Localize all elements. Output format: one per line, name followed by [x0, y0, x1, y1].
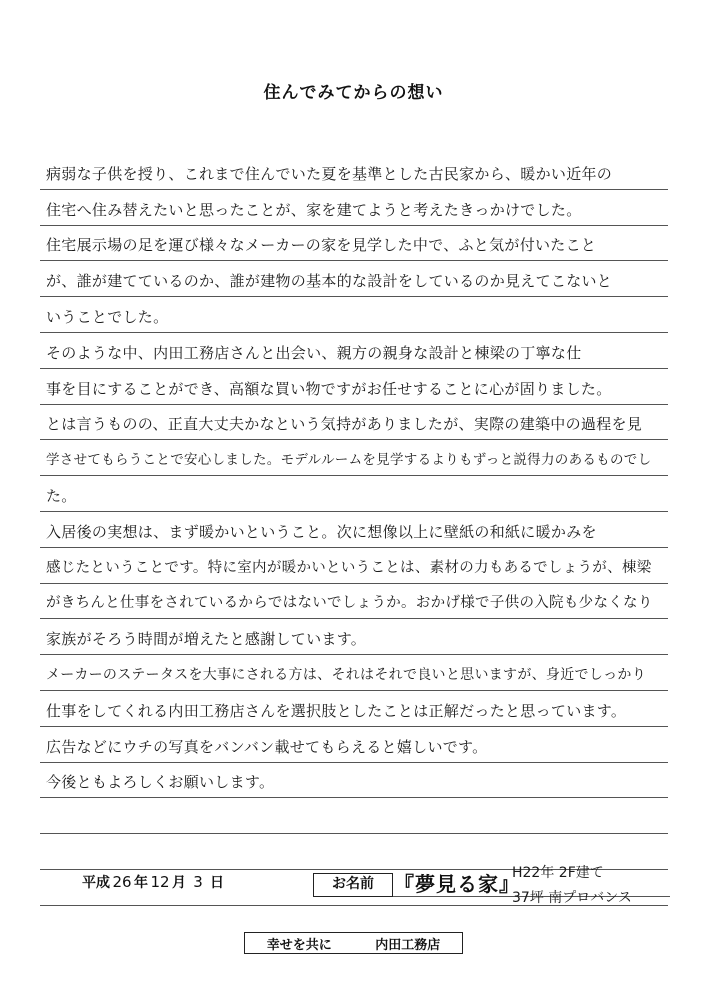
name-value: 『夢見る家』	[394, 872, 520, 896]
date-year: 26	[112, 873, 132, 891]
footer-slogan: 幸せを共に	[266, 937, 332, 953]
handwritten-text: 入居後の実想は、まず暖かいということ。次に想像以上に壁紙の和紙に暖かみを	[46, 522, 597, 541]
name-note-size: 37坪 南プロバンス	[512, 890, 632, 906]
writing-line	[40, 333, 668, 369]
writing-line	[40, 691, 668, 727]
handwritten-text: いうことでした。	[46, 307, 169, 326]
writing-line	[40, 190, 668, 226]
date-era: 平成	[82, 875, 110, 891]
date-year-unit: 年	[134, 875, 148, 891]
writing-line	[40, 655, 668, 691]
writing-line	[40, 261, 668, 297]
handwritten-text: 病弱な子供を授り、これまで住んでいた夏を基準とした古民家から、暖かい近年の	[46, 164, 613, 183]
handwritten-text: 家族がそろう時間が増えたと感謝しています。	[46, 630, 367, 649]
writing-line	[40, 154, 668, 190]
writing-line	[40, 405, 668, 441]
writing-line	[40, 798, 668, 834]
handwritten-text: 仕事をしてくれる内田工務店さんを選択肢としたことは正解だったと思っています。	[46, 701, 627, 720]
writing-line	[40, 297, 668, 333]
writing-line	[40, 619, 668, 655]
writing-line	[40, 226, 668, 262]
writing-line	[40, 584, 668, 620]
handwritten-text: 住宅へ住み替えたいと思ったことが、家を建てようと考えたきっかけでした。	[46, 200, 582, 219]
footer-banner	[244, 932, 463, 954]
handwritten-text: た。	[46, 486, 77, 505]
name-label: お名前	[313, 873, 393, 897]
document-title: 住んでみてからの想い	[263, 83, 444, 103]
date-month-unit: 月	[172, 875, 186, 891]
handwritten-text: 事を目にすることができ、高額な買い物ですがお任せすることに心が固りました。	[46, 379, 612, 398]
writing-line	[40, 763, 668, 799]
lined-writing-area	[40, 154, 668, 906]
writing-line	[40, 369, 668, 405]
handwritten-text: がきちんと仕事をされているからではないでしょうか。おかげ様で子供の入院も少なくなり	[46, 595, 653, 612]
date-month: 12	[150, 873, 170, 891]
handwritten-text: 住宅展示場の足を運び様々なメーカーの家を見学した中で、ふと気が付いたこと	[46, 236, 597, 255]
footer-company: 内田工務店	[375, 937, 441, 953]
handwritten-text: 今後ともよろしくお願いします。	[46, 773, 275, 792]
writing-line	[40, 548, 668, 584]
handwritten-text: そのような中、内田工務店さんと出会い、親方の親身な設計と棟梁の丁寧な仕	[46, 343, 582, 362]
date-day: 3	[193, 873, 203, 891]
handwritten-text: メーカーのステータスを大事にされる方は、それはそれで良いと思いますが、身近でしっかり	[46, 666, 647, 683]
writing-line	[40, 727, 668, 763]
handwritten-text: 感じたということです。特に室内が暖かいということは、素材の力もあるでしょうが、棟梁	[46, 559, 652, 576]
writing-line	[40, 476, 668, 512]
handwritten-text: 学させてもらうことで安心しました。モデルルームを見学するよりもずっと説得力のあるものでし	[46, 452, 652, 469]
handwritten-text: とは言うものの、正直大丈夫かなという気持がありましたが、実際の建築中の過程を見	[46, 415, 643, 434]
name-note-house: H22年 2F建て	[512, 865, 604, 881]
date-row	[82, 872, 224, 892]
handwritten-text: 広告などにウチの写真をバンバン載せてもらえると嬉しいです。	[46, 737, 488, 756]
date-day-unit: 日	[210, 875, 224, 891]
writing-line	[40, 440, 668, 476]
writing-line	[40, 512, 668, 548]
handwritten-text: が、誰が建てているのか、誰が建物の基本的な設計をしているのか見えてこないと	[46, 272, 613, 291]
